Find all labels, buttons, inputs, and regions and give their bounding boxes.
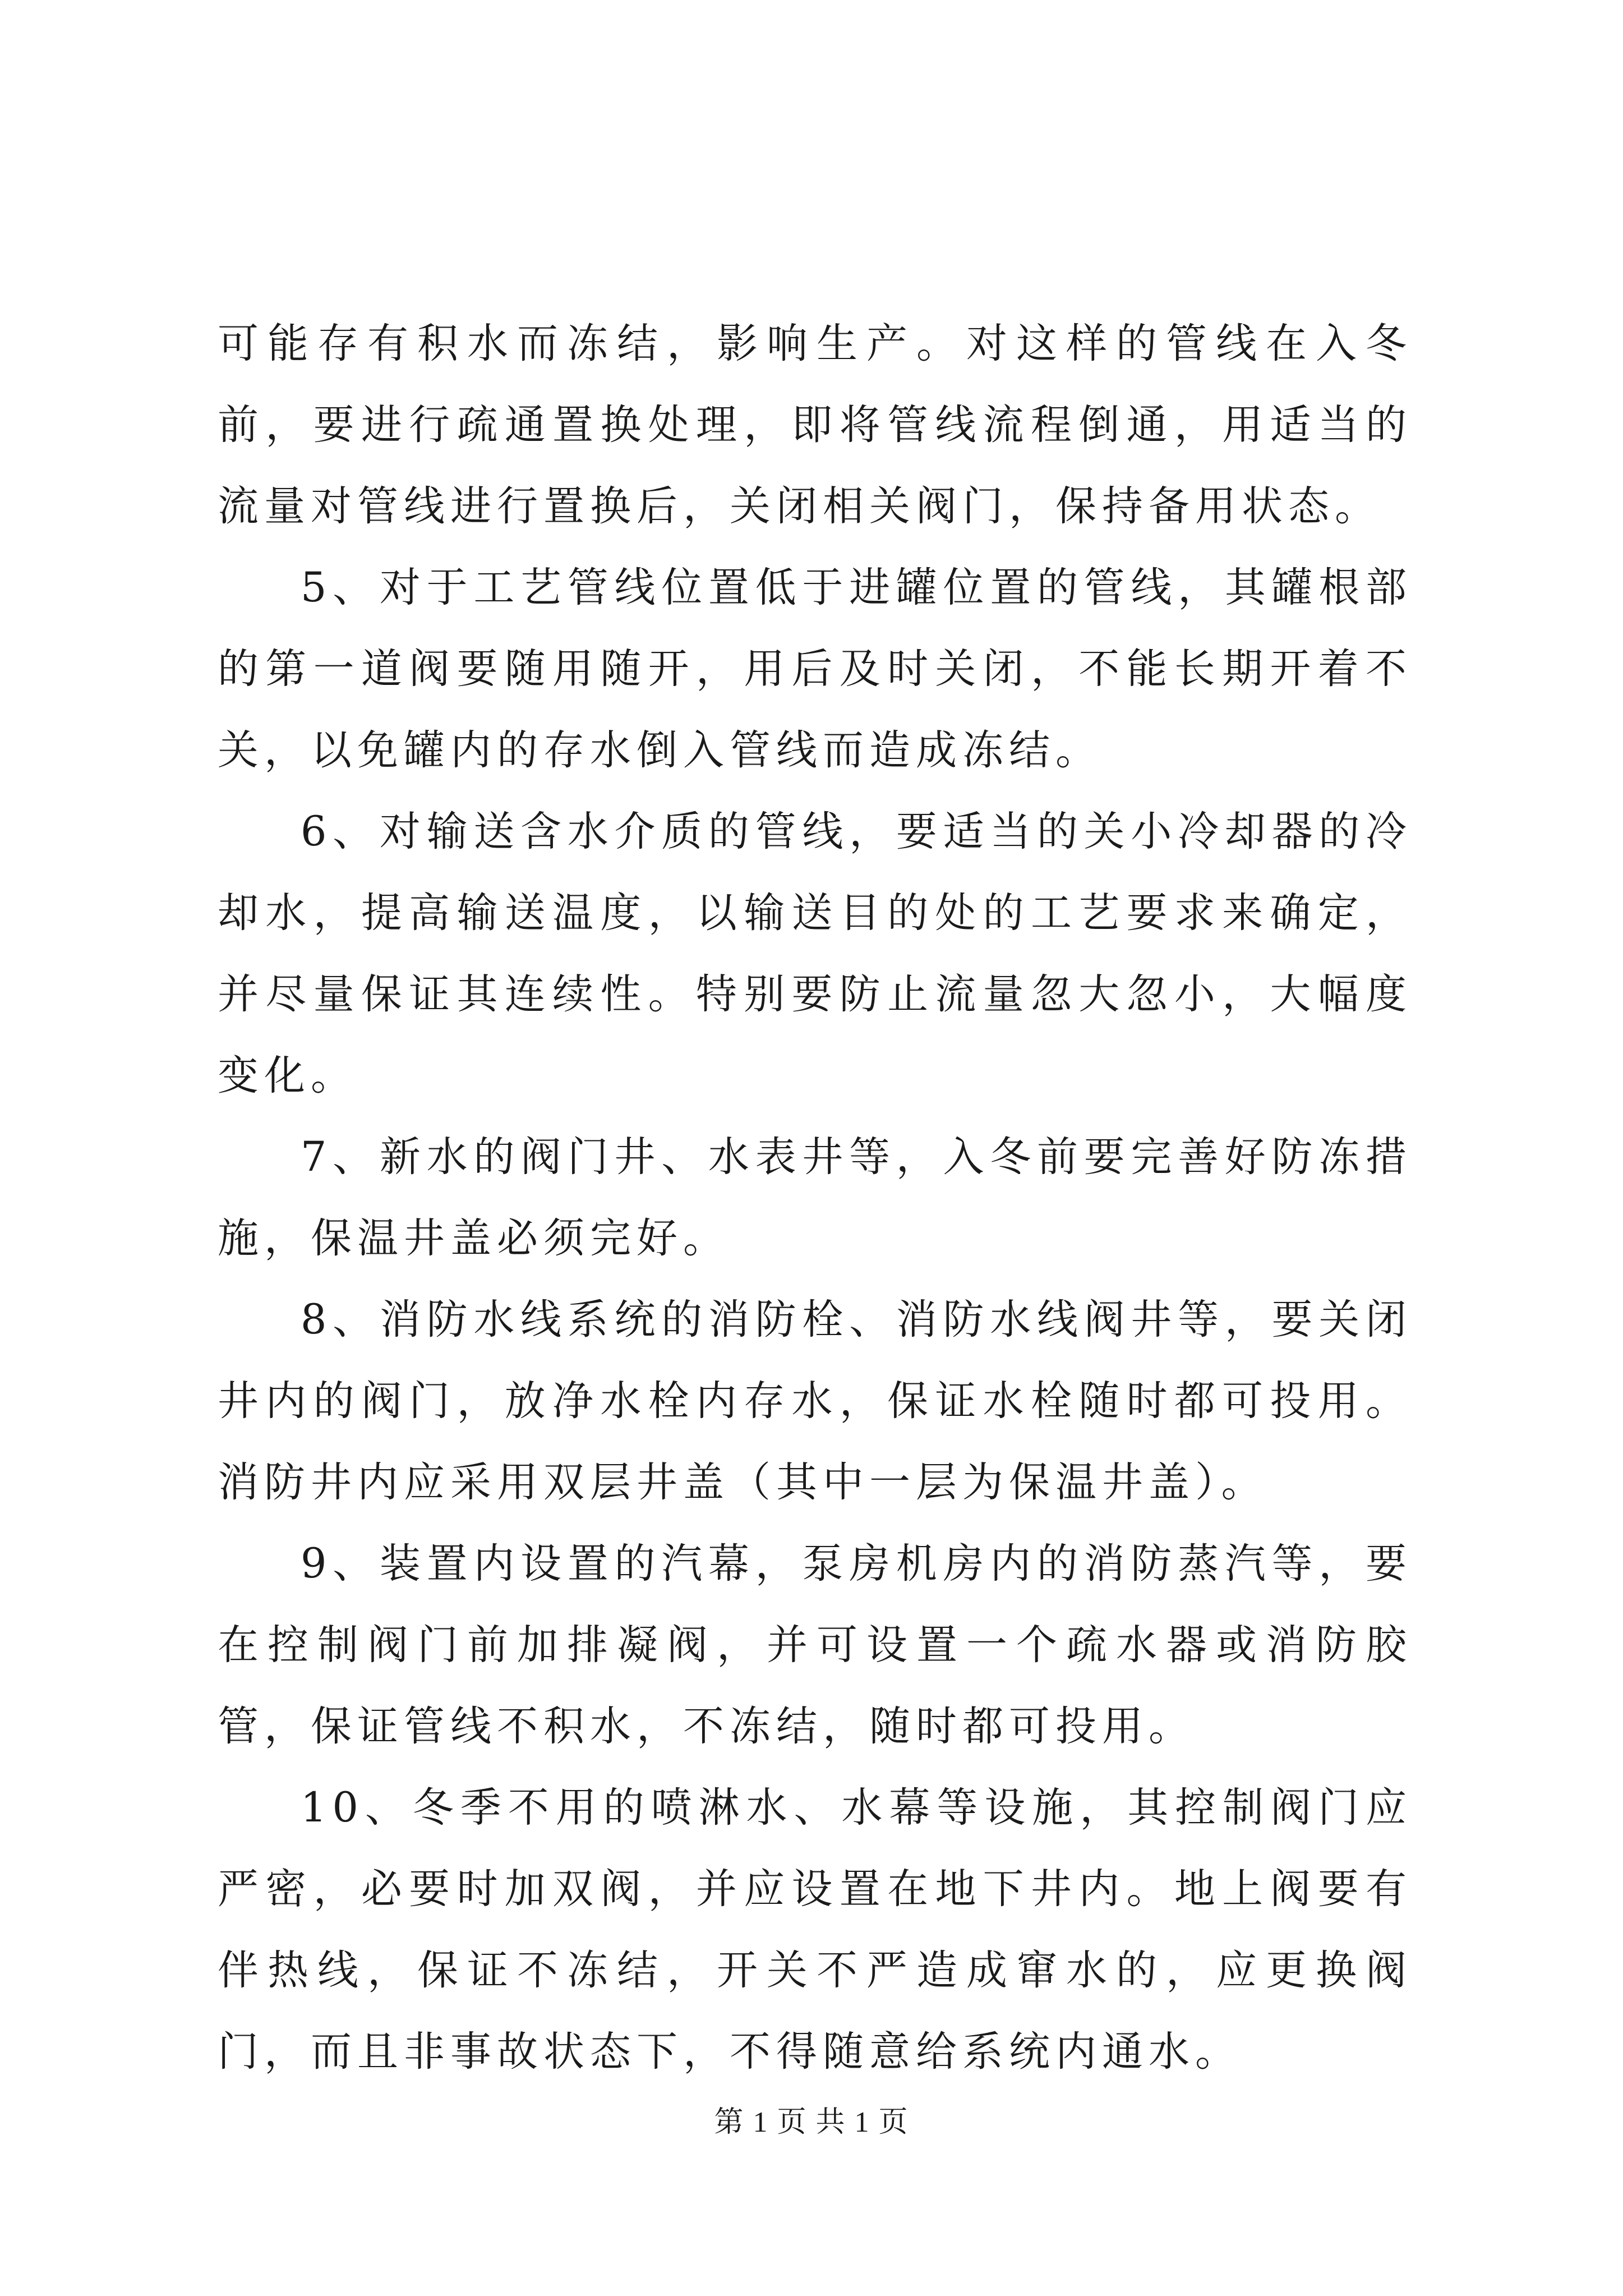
page-footer: 第 1 页 共 1 页 <box>714 2106 909 2138</box>
paragraph-item-6: 6、对输送含水介质的管线，要适当的关小冷却器的冷却水，提高输送温度，以输送目的处的工艺要求来确定，并尽量保证其连续性。特别要防止流量忽大忽小，大幅度变化。 <box>218 808 1412 1099</box>
paragraph-item-10: 10、冬季不用的喷淋水、水幕等设施，其控制阀门应严密，必要时加双阀，并应设置在地下井内。地上阀要有伴热线，保证不冻结，开关不严造成窜水的，应更换阀门，而且非事故状态下，不得随意给系统内通水。 <box>218 1784 1412 2076</box>
paragraph-item-5: 5、对于工艺管线位置低于进罐位置的管线，其罐根部的第一道阀要随用随开，用后及时关闭，不能长期开着不关，以免罐内的存水倒入管线而造成冻结。 <box>218 564 1412 774</box>
paragraph-continuation: 可能存有积水而冻结，影响生产。对这样的管线在入冬前，要进行疏通置换处理，即将管线流程倒通，用适当的流量对管线进行置换后，关闭相关阀门，保持备用状态。 <box>218 320 1412 530</box>
document-body <box>218 303 1412 2092</box>
paragraph-item-7: 7、新水的阀门井、水表井等，入冬前要完善好防冻措施，保温井盖必须完好。 <box>218 1133 1412 1262</box>
paragraph-item-9: 9、装置内设置的汽幕，泵房机房内的消防蒸汽等，要在控制阀门前加排凝阀，并可设置一个疏水器或消防胶管，保证管线不积水，不冻结，随时都可投用。 <box>218 1540 1412 1750</box>
paragraph-item-8: 8、消防水线系统的消防栓、消防水线阀井等，要关闭井内的阀门，放净水栓内存水，保证水栓随时都可投用。消防井内应采用双层井盖（其中一层为保温井盖）。 <box>218 1296 1412 1506</box>
